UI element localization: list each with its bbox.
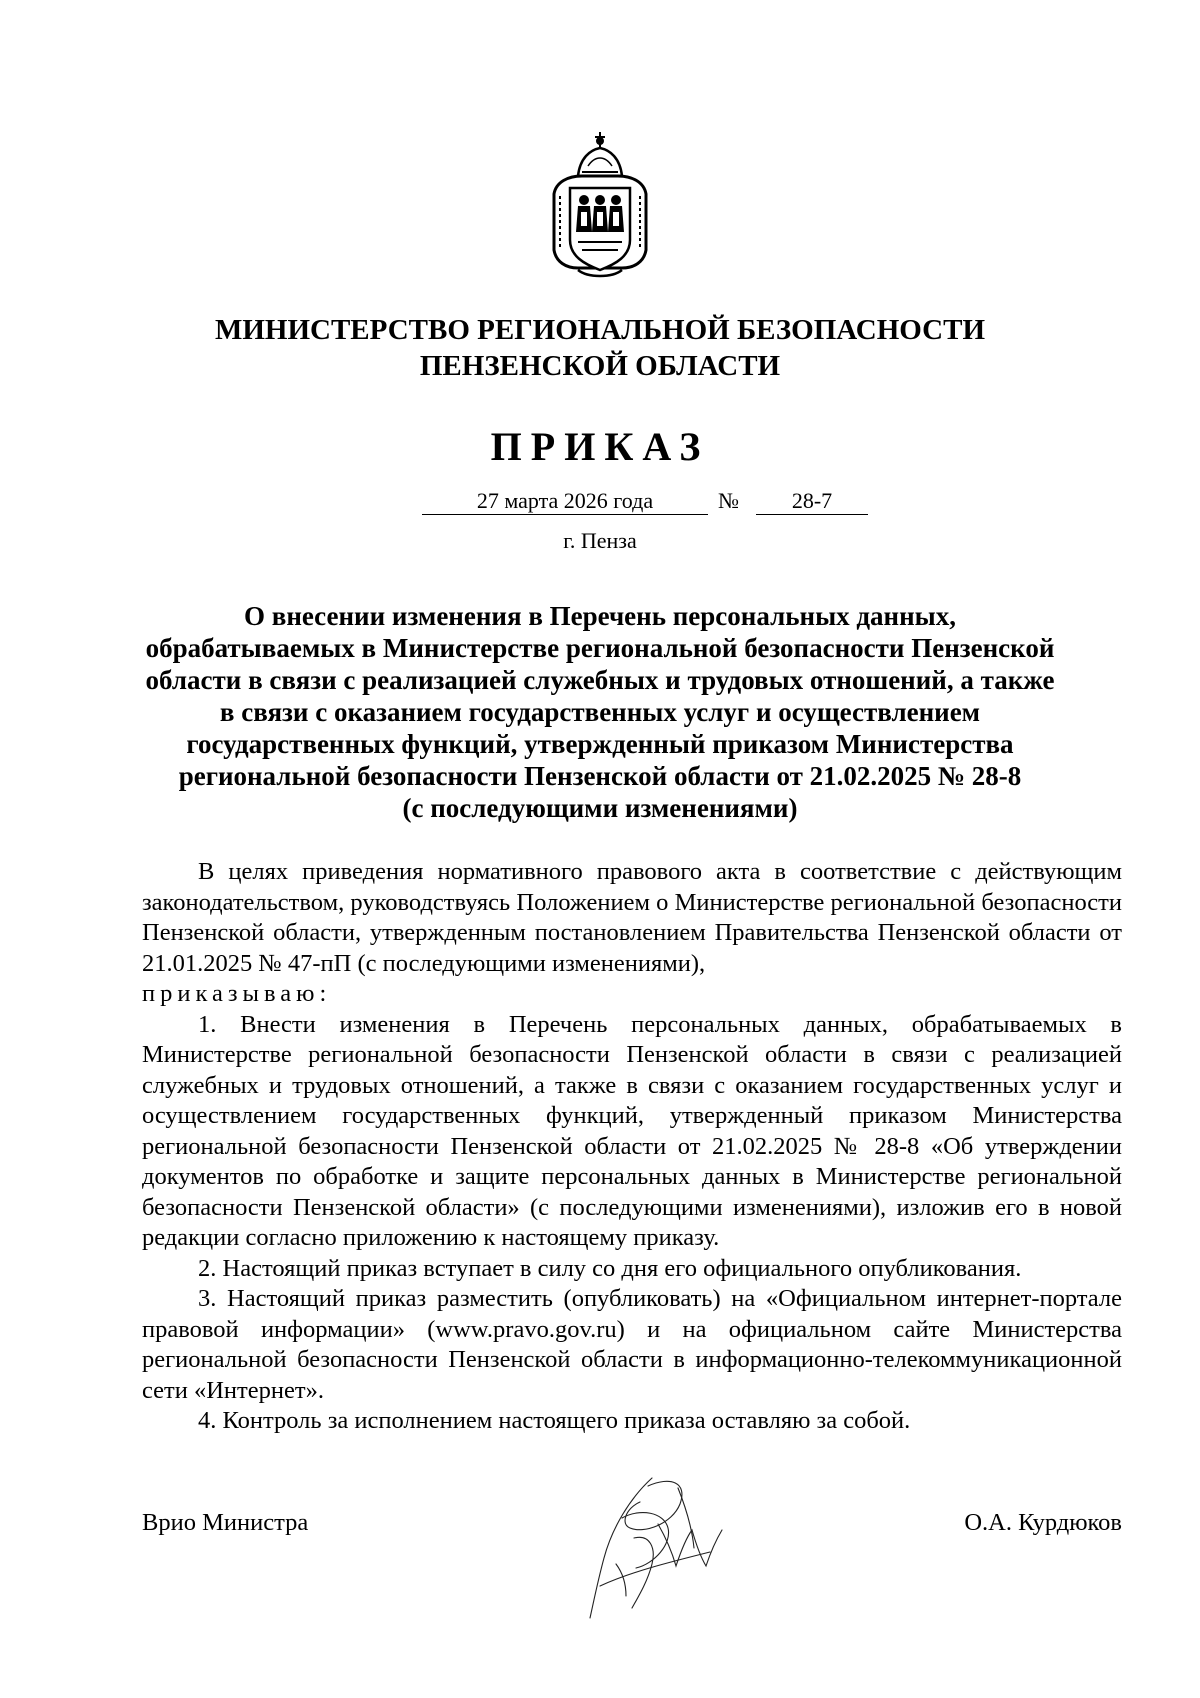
subject-line-3: области в связи с реализацией служебных и трудовых отношений, а также [145, 665, 1055, 695]
subject-line-5: государственных функций, утвержденный приказом Министерства [186, 729, 1014, 759]
item-1-paragraph: 1. Внести изменения в Перечень персональных данных, обрабатываемых в Министерстве региональной безопасности Пензенской области в связи с реализацией служебных и трудовых отношений, а также в связи с оказанием государственных услуг и осуществлением государственных функций, утвержденный приказом Министерства региональной безопасности Пензенской области от 21.02.2025 № 28-8 «Об утверждении документов по обработке и защите персональных данных в Министерстве региональной безопасности Пензенской области» (с последующими изменениями), изложив его в новой редакции согласно приложению к настоящему приказу. [142, 1010, 1122, 1251]
item-4-paragraph: 4. Контроль за исполнением настоящего приказа оставляю за собой. [198, 1407, 911, 1434]
document-type-title: ПРИКАЗ [490, 424, 710, 469]
number-sign: № [718, 488, 739, 513]
order-word: приказываю: [142, 980, 332, 1007]
subject-line-4: в связи с оказанием государственных услуг и осуществлением [219, 697, 981, 727]
item-2-paragraph: 2. Настоящий приказ вступает в силу со дня его официального опубликования. [198, 1254, 1022, 1282]
handwritten-signature-icon [560, 1468, 740, 1628]
ministry-name-line-1: МИНИСТЕРСТВО РЕГИОНАЛЬНОЙ БЕЗОПАСНОСТИ [214, 314, 986, 346]
item-3-paragraph: 3. Настоящий приказ разместить (опубликовать) на «Официальном интернет-портале правовой информации» (www.pravo.gov.ru) и на официальном сайте Министерства региональной безопасности Пензенской области в информационно-телекоммуникационной сети «Интернет». [142, 1285, 1122, 1404]
subject-line-2: обрабатываемых в Министерстве региональной безопасности Пензенской [145, 633, 1055, 663]
date-number-line [0, 488, 1200, 518]
subject-line-7: (с последующими изменениями) [402, 793, 798, 823]
subject-line-6: региональной безопасности Пензенской области от 21.02.2025 № 28-8 [178, 761, 1022, 791]
document-subject [130, 600, 1070, 824]
penza-oblast-coat-of-arms-icon [548, 132, 652, 282]
subject-line-1: О внесении изменения в Перечень персональных данных, [243, 601, 957, 631]
signer-position: Врио Министра [142, 1509, 309, 1536]
document-body [142, 857, 1122, 1437]
preamble-paragraph: В целях приведения нормативного правового акта в соответствие с действующим законодательством, руководствуясь Положением о Министерстве региональной безопасности Пензенской области, утвержденным постановлением Правительства Пензенской области от 21.01.2025 № 47-пП (с последующими изменениями), [142, 858, 1122, 977]
document-number: 28-7 [756, 488, 868, 515]
document-date: 27 марта 2026 года [422, 488, 708, 515]
signer-name: О.А. Курдюков [964, 1509, 1122, 1536]
order-word-paragraph [142, 979, 1122, 1010]
ministry-name-line-2: ПЕНЗЕНСКОЙ ОБЛАСТИ [419, 350, 781, 382]
issue-city: г. Пенза [563, 528, 637, 553]
ministry-name [0, 312, 1200, 384]
